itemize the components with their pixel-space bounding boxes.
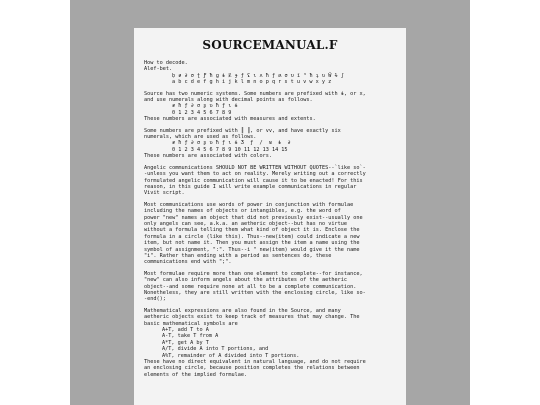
math-symbol-item: A-T, take T from A (162, 333, 219, 340)
paragraph-line: Angelic communications SHOULD NOT BE WRITTEN WITHOUT QUOTES--`like so`- (144, 164, 366, 171)
paragraph-line: Vivit script. (144, 190, 185, 197)
paragraph-line: an enclosing circle, because position completes the relations between (144, 365, 360, 372)
numeral-intro-line: Source has two numeric systems. Some numbers are prefixed with ɨ, or x, (144, 90, 366, 97)
alphabet-glyph-row: ḅ ƶ ∂ σ ʈ Ƒ ħ ɡ ɨ Ɇ ɟ ƒ ʢ ɩ ʌ ħ ƒ ʍ σ υ ĩ ³ ħ ʇ ʋ Ẅ ɫ ʃ (172, 72, 344, 79)
paragraph-line: reason, in this guide I will write example communications in regular (144, 183, 357, 190)
paragraph-line: aetheric objects exist to keep track of measures that may change. The (144, 314, 360, 321)
paragraph-line: Most formulae require more than one element to complete--for instance, (144, 270, 363, 277)
numeral-digit-row: 0 1 2 3 4 5 6 7 8 9 (172, 109, 232, 116)
paragraph-line: These have no direct equivalent in natural language, and do not require (144, 359, 366, 366)
color-note: These numbers are associated with colors. (144, 153, 273, 160)
paragraph-line: formula in a circle (like this). Thus--new(item) could indicate a new (144, 233, 360, 240)
paragraph-line: "new" can also inform angels about the attributes of the aetheric (144, 277, 348, 284)
paragraph-line: -unless you want them to act on reality. Merely writing out a correctly (144, 171, 366, 178)
paragraph-line: including the names of objects or intangibles, e.g. the word of (144, 208, 341, 215)
intro-line: How to decode. (144, 60, 188, 66)
paragraph-line: Nonetheless, they are still written with the enclosing circle, like so- (144, 290, 366, 296)
paragraph-line: communications end with ";". (144, 259, 232, 266)
paragraph-line: item, but not name it. Then you must assign the item a name using the (144, 240, 360, 247)
paragraph-line: power "new" names an object that did not previously exist--usually one (144, 214, 363, 221)
document-page (134, 28, 406, 405)
numeral-note: These numbers are associated with measures and extents. (144, 116, 316, 123)
color-intro-line: Some numbers are prefixed with ║ ║, or vv, and have exactly six (144, 127, 341, 134)
numeral-intro-line: and use numerals along with decimal points as follows. (144, 97, 313, 104)
math-symbol-item: A/T, divide A into T portions, and (162, 346, 269, 353)
paragraph-line: basic mathematical symbols are (144, 320, 238, 327)
math-symbol-item: A*T, get A by T (162, 339, 209, 346)
math-symbol-item: A%T, remainder of A divided into T portions. (162, 352, 300, 359)
paragraph-line: symbol of assignment, ":". Thus--i " new(item) would give it the name (144, 246, 360, 253)
color-digit-row: 0 1 2 3 4 5 6 7 8 9 10 11 12 13 14 15 (172, 146, 288, 153)
right-margin (470, 0, 540, 405)
paragraph-line: Most communications use words of power in conjunction with formulae (144, 201, 354, 208)
intro-line: Alef-bet. (144, 66, 173, 73)
color-glyph-row: ƶ ħ ƒ ∂ σ ʂ ʋ ħ ƒ ɩ ɨ Ʒ ƒ / ʍ ɨ ∂ (172, 140, 291, 147)
numeral-glyph-row: ƶ ħ ƒ ∂ σ ʂ ʋ ħ ƒ ɩ ɨ (172, 103, 238, 110)
page-title: SOURCEMANUAL.F (202, 38, 338, 52)
paragraph-line: -end(); (144, 296, 166, 303)
paragraph-line: without a formula telling them what kind of object it is. Enclose the (144, 227, 360, 234)
paragraph-line: "i". Rather than ending with a period as sentences do, these (144, 252, 332, 259)
alphabet-letter-row: a b c d e f g h i j k l m n o p q r s t u v w x y z (172, 79, 332, 86)
paragraph-line: object--and some require none at all to be a complete communication. (144, 283, 357, 290)
left-margin (0, 0, 70, 405)
math-symbol-item: A+T, add T to A (162, 327, 209, 334)
paragraph-line: Mathematical expressions are also found in the Source, and many (144, 307, 341, 314)
paragraph-line: only angels can see, a.k.a. an aetheric object--but has no virtue (144, 220, 348, 227)
paragraph-line: elements of the implied formulae. (144, 371, 248, 378)
paragraph-line: formulated angelic communication will cause it to be enacted! For this (144, 177, 363, 184)
color-intro-line: numerals, which are used as follows. (144, 134, 257, 141)
